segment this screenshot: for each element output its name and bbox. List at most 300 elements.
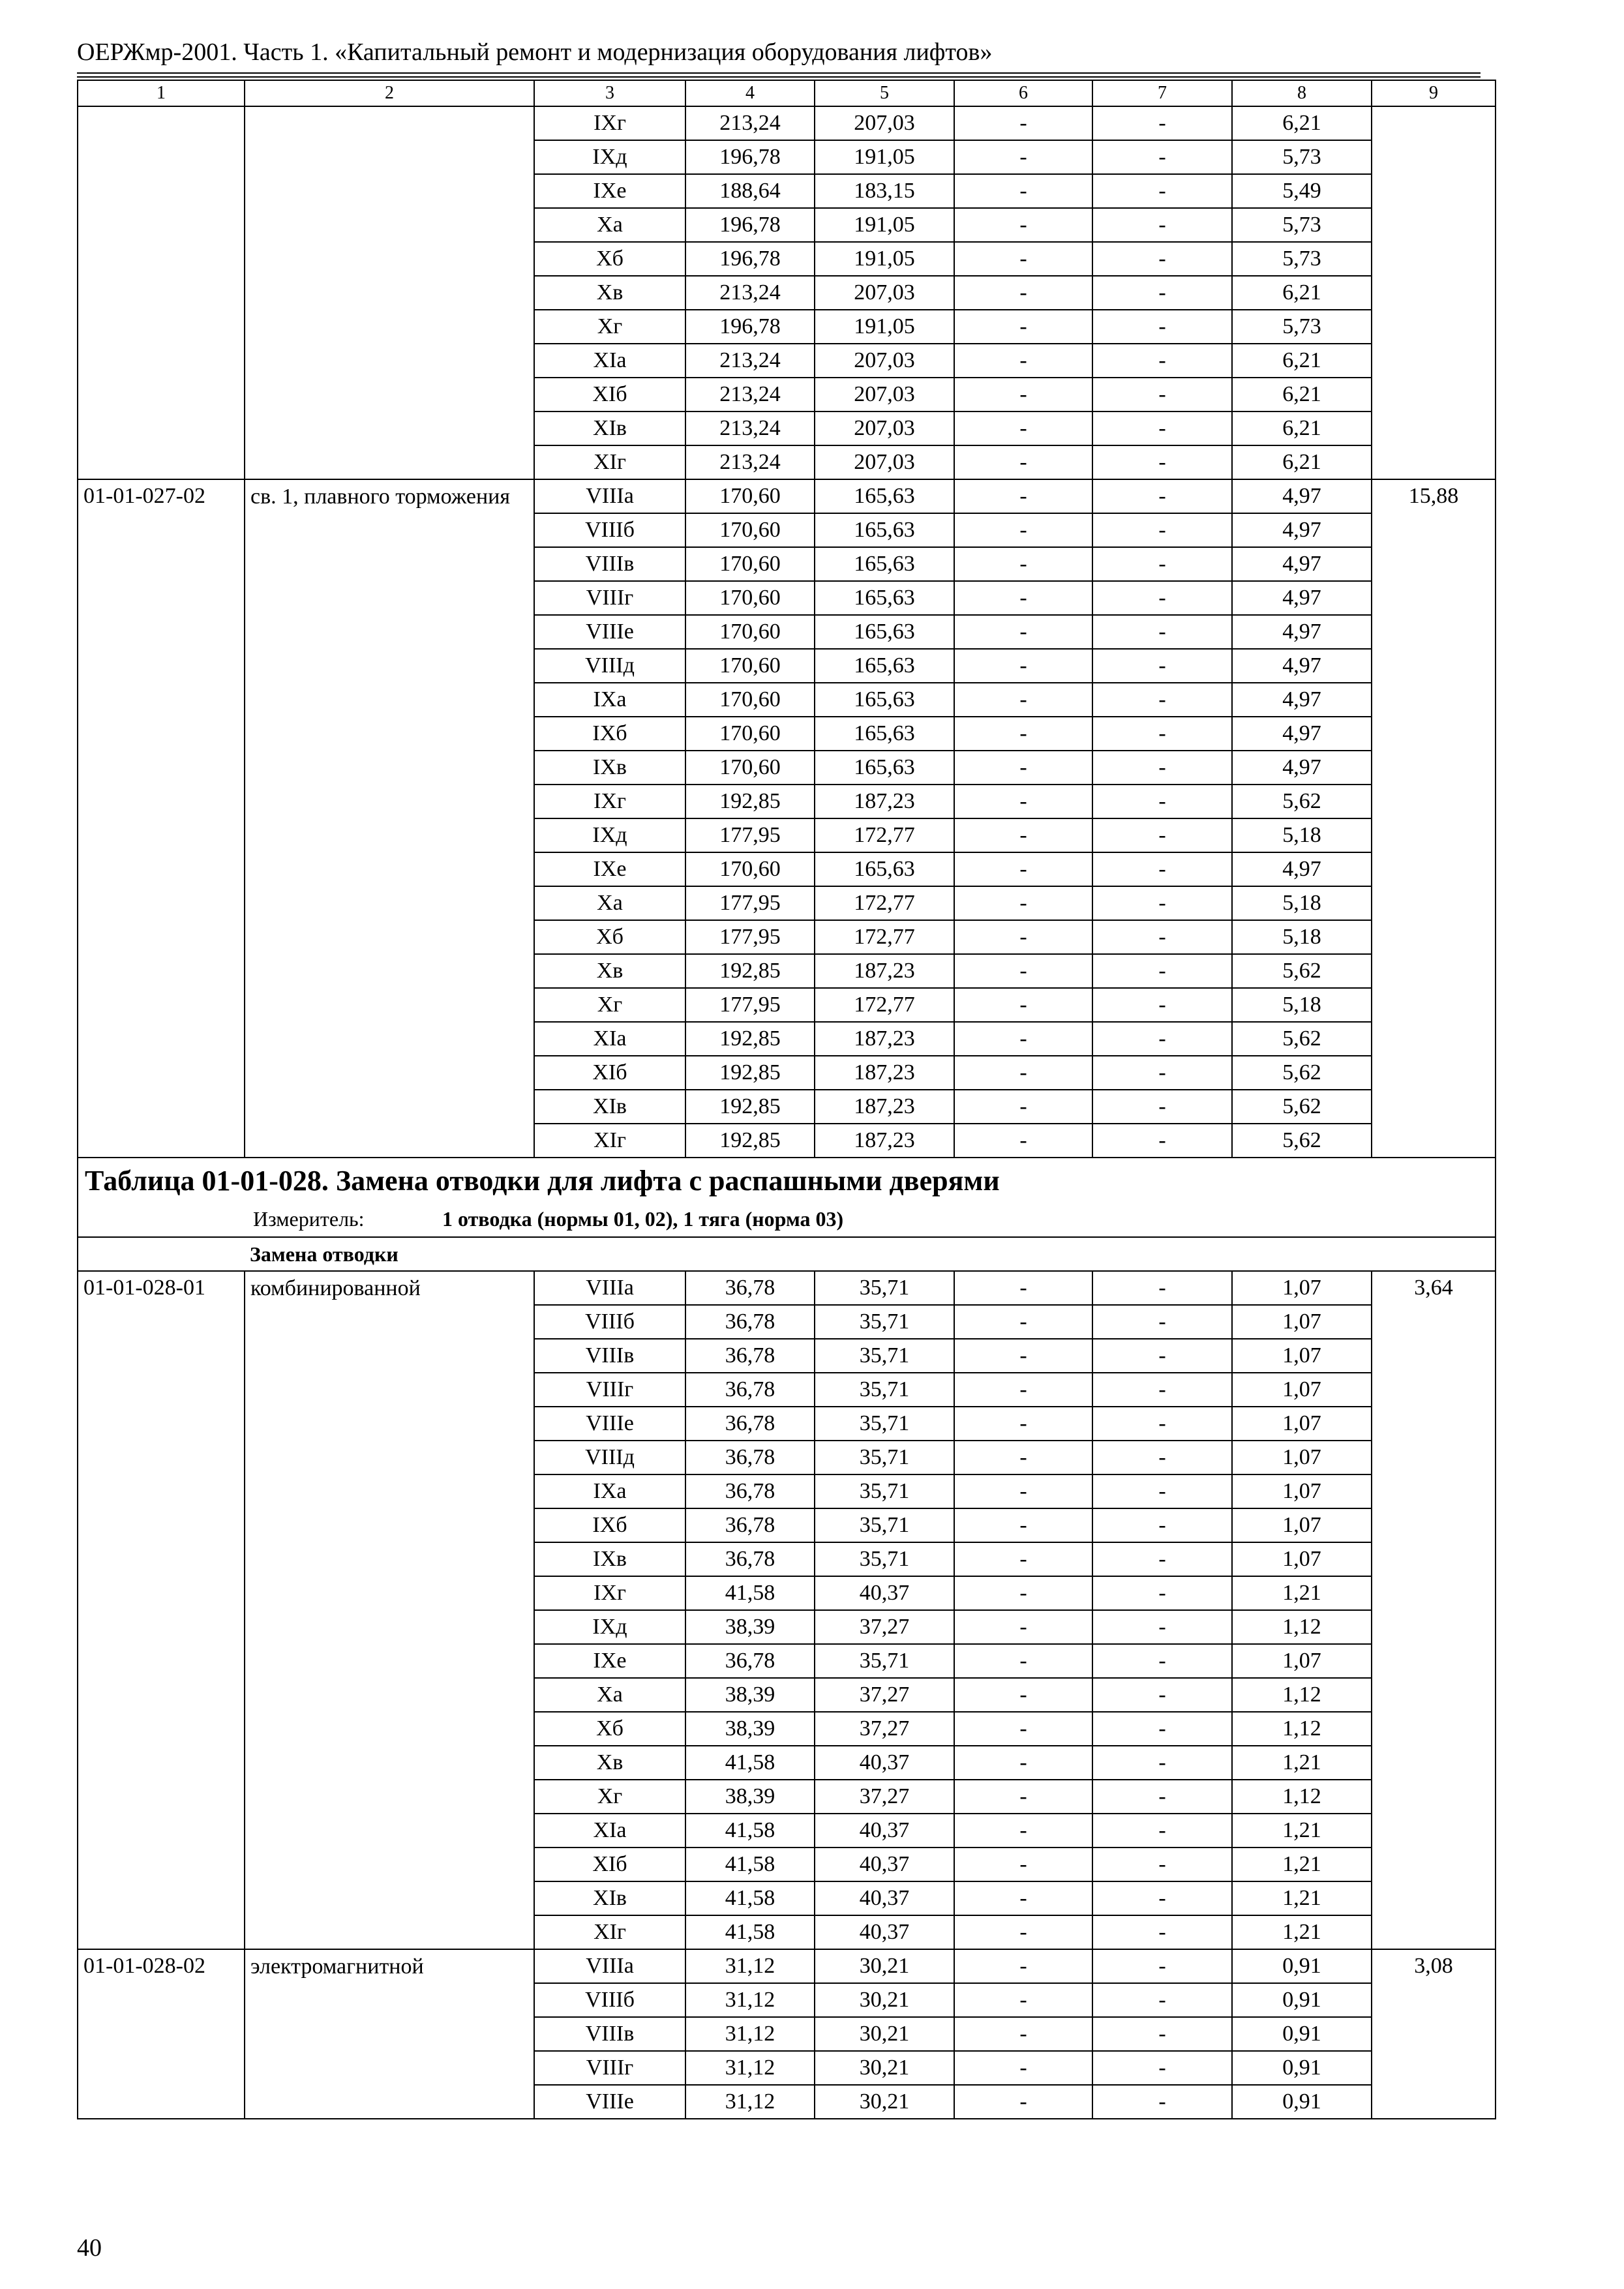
machinist-wage-cell: - xyxy=(1092,1508,1232,1542)
machine-cell: - xyxy=(954,140,1092,174)
materials-cell: 1,07 xyxy=(1232,1339,1372,1373)
machine-cell: - xyxy=(954,1373,1092,1407)
class-cell: Xб xyxy=(534,1712,685,1746)
wage-cell: 187,23 xyxy=(815,1124,954,1158)
machine-cell: - xyxy=(954,411,1092,445)
class-cell: Xа xyxy=(534,886,685,920)
wage-cell: 37,27 xyxy=(815,1610,954,1644)
total-cost-cell: 41,58 xyxy=(685,1814,815,1848)
wage-cell: 207,03 xyxy=(815,445,954,479)
materials-cell: 4,97 xyxy=(1232,852,1372,886)
materials-cell: 5,18 xyxy=(1232,920,1372,954)
machine-cell: - xyxy=(954,852,1092,886)
machine-cell: - xyxy=(954,615,1092,649)
machinist-wage-cell: - xyxy=(1092,2085,1232,2119)
materials-cell: 1,07 xyxy=(1232,1474,1372,1508)
machinist-wage-cell: - xyxy=(1092,1678,1232,1712)
wage-cell: 30,21 xyxy=(815,2051,954,2085)
machinist-wage-cell: - xyxy=(1092,1610,1232,1644)
machine-cell: - xyxy=(954,1644,1092,1678)
labor-cost-cell: 15,88 xyxy=(1372,479,1496,1158)
materials-cell: 5,62 xyxy=(1232,1124,1372,1158)
machinist-wage-cell: - xyxy=(1092,717,1232,751)
materials-cell: 0,91 xyxy=(1232,1983,1372,2017)
class-cell: IXг xyxy=(534,106,685,140)
wage-cell: 37,27 xyxy=(815,1780,954,1814)
machine-cell: - xyxy=(954,988,1092,1022)
materials-cell: 5,73 xyxy=(1232,242,1372,276)
machine-cell: - xyxy=(954,208,1092,242)
column-number: 1 xyxy=(78,80,245,106)
machine-cell: - xyxy=(954,276,1092,310)
machinist-wage-cell: - xyxy=(1092,954,1232,988)
total-cost-cell: 170,60 xyxy=(685,751,815,785)
total-cost-cell: 177,95 xyxy=(685,818,815,852)
column-number: 4 xyxy=(685,80,815,106)
work-name-cell xyxy=(245,106,534,479)
total-cost-cell: 31,12 xyxy=(685,2085,815,2119)
machine-cell: - xyxy=(954,242,1092,276)
wage-cell: 187,23 xyxy=(815,954,954,988)
total-cost-cell: 36,78 xyxy=(685,1407,815,1441)
wage-cell: 207,03 xyxy=(815,378,954,411)
machinist-wage-cell: - xyxy=(1092,683,1232,717)
total-cost-cell: 36,78 xyxy=(685,1644,815,1678)
materials-cell: 4,97 xyxy=(1232,581,1372,615)
machine-cell: - xyxy=(954,1576,1092,1610)
machinist-wage-cell: - xyxy=(1092,1949,1232,1983)
machinist-wage-cell: - xyxy=(1092,411,1232,445)
class-cell: Xа xyxy=(534,208,685,242)
materials-cell: 1,21 xyxy=(1232,1881,1372,1915)
class-cell: VIIIе xyxy=(534,615,685,649)
total-cost-cell: 31,12 xyxy=(685,2017,815,2051)
machinist-wage-cell: - xyxy=(1092,751,1232,785)
wage-cell: 165,63 xyxy=(815,751,954,785)
machine-cell: - xyxy=(954,1056,1092,1090)
machinist-wage-cell: - xyxy=(1092,513,1232,547)
machinist-wage-cell: - xyxy=(1092,1644,1232,1678)
column-number: 2 xyxy=(245,80,534,106)
total-cost-cell: 213,24 xyxy=(685,106,815,140)
machine-cell: - xyxy=(954,649,1092,683)
materials-cell: 4,97 xyxy=(1232,683,1372,717)
machinist-wage-cell: - xyxy=(1092,344,1232,378)
total-cost-cell: 41,58 xyxy=(685,1746,815,1780)
wage-cell: 165,63 xyxy=(815,852,954,886)
wage-cell: 40,37 xyxy=(815,1746,954,1780)
machine-cell: - xyxy=(954,818,1092,852)
class-cell: XIа xyxy=(534,344,685,378)
materials-cell: 1,07 xyxy=(1232,1508,1372,1542)
total-cost-cell: 38,39 xyxy=(685,1780,815,1814)
wage-cell: 35,71 xyxy=(815,1373,954,1407)
class-cell: IXд xyxy=(534,818,685,852)
total-cost-cell: 36,78 xyxy=(685,1305,815,1339)
machine-cell: - xyxy=(954,1814,1092,1848)
class-cell: IXе xyxy=(534,174,685,208)
machine-cell: - xyxy=(954,445,1092,479)
class-cell: IXе xyxy=(534,852,685,886)
total-cost-cell: 192,85 xyxy=(685,1022,815,1056)
machinist-wage-cell: - xyxy=(1092,1373,1232,1407)
wage-cell: 35,71 xyxy=(815,1271,954,1305)
work-name-cell: электромагнитной xyxy=(245,1949,534,2119)
total-cost-cell: 31,12 xyxy=(685,2051,815,2085)
class-cell: VIIIг xyxy=(534,2051,685,2085)
machine-cell: - xyxy=(954,1746,1092,1780)
wage-cell: 207,03 xyxy=(815,344,954,378)
machine-cell: - xyxy=(954,1090,1092,1124)
machine-cell: - xyxy=(954,785,1092,818)
machinist-wage-cell: - xyxy=(1092,1124,1232,1158)
class-cell: VIIIв xyxy=(534,2017,685,2051)
wage-cell: 207,03 xyxy=(815,411,954,445)
wage-cell: 191,05 xyxy=(815,242,954,276)
class-cell: VIIIа xyxy=(534,1271,685,1305)
class-cell: VIIIг xyxy=(534,581,685,615)
class-cell: VIIIа xyxy=(534,479,685,513)
class-cell: IXа xyxy=(534,683,685,717)
machine-cell: - xyxy=(954,1271,1092,1305)
machinist-wage-cell: - xyxy=(1092,2051,1232,2085)
machinist-wage-cell: - xyxy=(1092,1814,1232,1848)
machinist-wage-cell: - xyxy=(1092,378,1232,411)
total-cost-cell: 170,60 xyxy=(685,683,815,717)
materials-cell: 4,97 xyxy=(1232,717,1372,751)
machinist-wage-cell: - xyxy=(1092,1746,1232,1780)
section-row xyxy=(78,1237,1496,1271)
work-name-cell: св. 1, плавного торможения xyxy=(245,479,534,1158)
class-cell: VIIIб xyxy=(534,1983,685,2017)
machine-cell: - xyxy=(954,1780,1092,1814)
wage-cell: 30,21 xyxy=(815,2017,954,2051)
wage-cell: 35,71 xyxy=(815,1339,954,1373)
machinist-wage-cell: - xyxy=(1092,1915,1232,1949)
machine-cell: - xyxy=(954,1983,1092,2017)
wage-cell: 187,23 xyxy=(815,785,954,818)
machinist-wage-cell: - xyxy=(1092,988,1232,1022)
machine-cell: - xyxy=(954,1474,1092,1508)
class-cell: IXг xyxy=(534,785,685,818)
wage-cell: 172,77 xyxy=(815,818,954,852)
column-number: 6 xyxy=(954,80,1092,106)
wage-cell: 207,03 xyxy=(815,106,954,140)
class-cell: XIв xyxy=(534,411,685,445)
header-rule xyxy=(77,76,1481,78)
machine-cell: - xyxy=(954,547,1092,581)
total-cost-cell: 170,60 xyxy=(685,649,815,683)
materials-cell: 1,12 xyxy=(1232,1712,1372,1746)
materials-cell: 4,97 xyxy=(1232,547,1372,581)
materials-cell: 6,21 xyxy=(1232,344,1372,378)
machine-cell: - xyxy=(954,344,1092,378)
wage-cell: 40,37 xyxy=(815,1576,954,1610)
wage-cell: 30,21 xyxy=(815,2085,954,2119)
machine-cell: - xyxy=(954,479,1092,513)
machine-cell: - xyxy=(954,920,1092,954)
wage-cell: 172,77 xyxy=(815,988,954,1022)
machine-cell: - xyxy=(954,1441,1092,1474)
machinist-wage-cell: - xyxy=(1092,1780,1232,1814)
wage-cell: 172,77 xyxy=(815,886,954,920)
materials-cell: 1,21 xyxy=(1232,1848,1372,1881)
wage-cell: 40,37 xyxy=(815,1848,954,1881)
machinist-wage-cell: - xyxy=(1092,886,1232,920)
total-cost-cell: 31,12 xyxy=(685,1949,815,1983)
column-number-row xyxy=(78,80,1496,106)
total-cost-cell: 192,85 xyxy=(685,1090,815,1124)
materials-cell: 1,21 xyxy=(1232,1576,1372,1610)
total-cost-cell: 36,78 xyxy=(685,1474,815,1508)
total-cost-cell: 41,58 xyxy=(685,1881,815,1915)
machinist-wage-cell: - xyxy=(1092,615,1232,649)
table-row xyxy=(78,479,1496,513)
wage-cell: 165,63 xyxy=(815,683,954,717)
machinist-wage-cell: - xyxy=(1092,649,1232,683)
machinist-wage-cell: - xyxy=(1092,1022,1232,1056)
class-cell: XIб xyxy=(534,1056,685,1090)
machinist-wage-cell: - xyxy=(1092,581,1232,615)
total-cost-cell: 41,58 xyxy=(685,1848,815,1881)
total-cost-cell: 196,78 xyxy=(685,242,815,276)
class-cell: VIIIв xyxy=(534,1339,685,1373)
machine-cell: - xyxy=(954,1915,1092,1949)
norm-code-cell: 01-01-028-02 xyxy=(78,1949,245,2119)
meter-cell xyxy=(78,1204,1496,1237)
work-name-cell: комбинированной xyxy=(245,1271,534,1949)
total-cost-cell: 38,39 xyxy=(685,1610,815,1644)
machine-cell: - xyxy=(954,2017,1092,2051)
machinist-wage-cell: - xyxy=(1092,920,1232,954)
wage-cell: 40,37 xyxy=(815,1881,954,1915)
total-cost-cell: 177,95 xyxy=(685,920,815,954)
class-cell: Xб xyxy=(534,920,685,954)
wage-cell: 37,27 xyxy=(815,1678,954,1712)
total-cost-cell: 192,85 xyxy=(685,785,815,818)
class-cell: Xа xyxy=(534,1678,685,1712)
machinist-wage-cell: - xyxy=(1092,445,1232,479)
materials-cell: 4,97 xyxy=(1232,615,1372,649)
labor-cost-cell: 3,08 xyxy=(1372,1949,1496,2119)
materials-cell: 0,91 xyxy=(1232,2085,1372,2119)
class-cell: XIв xyxy=(534,1090,685,1124)
materials-cell: 5,62 xyxy=(1232,785,1372,818)
machine-cell: - xyxy=(954,513,1092,547)
wage-cell: 35,71 xyxy=(815,1542,954,1576)
materials-cell: 1,21 xyxy=(1232,1814,1372,1848)
materials-cell: 6,21 xyxy=(1232,106,1372,140)
machinist-wage-cell: - xyxy=(1092,785,1232,818)
machine-cell: - xyxy=(954,1305,1092,1339)
class-cell: XIг xyxy=(534,445,685,479)
wage-cell: 165,63 xyxy=(815,513,954,547)
wage-cell: 35,71 xyxy=(815,1441,954,1474)
total-cost-cell: 188,64 xyxy=(685,174,815,208)
wage-cell: 35,71 xyxy=(815,1407,954,1441)
machine-cell: - xyxy=(954,1339,1092,1373)
table-body xyxy=(78,80,1496,2119)
wage-cell: 187,23 xyxy=(815,1090,954,1124)
wage-cell: 35,71 xyxy=(815,1474,954,1508)
machinist-wage-cell: - xyxy=(1092,1056,1232,1090)
total-cost-cell: 192,85 xyxy=(685,1124,815,1158)
class-cell: Xв xyxy=(534,1746,685,1780)
total-cost-cell: 213,24 xyxy=(685,344,815,378)
materials-cell: 5,62 xyxy=(1232,1090,1372,1124)
labor-cost-cell xyxy=(1372,106,1496,479)
machine-cell: - xyxy=(954,954,1092,988)
machine-cell: - xyxy=(954,1949,1092,1983)
materials-cell: 4,97 xyxy=(1232,649,1372,683)
wage-cell: 191,05 xyxy=(815,208,954,242)
machine-cell: - xyxy=(954,1124,1092,1158)
class-cell: VIIIе xyxy=(534,1407,685,1441)
column-number: 7 xyxy=(1092,80,1232,106)
total-cost-cell: 170,60 xyxy=(685,479,815,513)
total-cost-cell: 177,95 xyxy=(685,988,815,1022)
wage-cell: 187,23 xyxy=(815,1022,954,1056)
norm-code-cell: 01-01-027-02 xyxy=(78,479,245,1158)
materials-cell: 5,73 xyxy=(1232,140,1372,174)
materials-cell: 6,21 xyxy=(1232,411,1372,445)
total-cost-cell: 177,95 xyxy=(685,886,815,920)
norms-table xyxy=(77,80,1496,2119)
class-cell: XIг xyxy=(534,1915,685,1949)
class-cell: IXб xyxy=(534,1508,685,1542)
column-number: 9 xyxy=(1372,80,1496,106)
class-cell: Xб xyxy=(534,242,685,276)
materials-cell: 5,62 xyxy=(1232,1056,1372,1090)
machinist-wage-cell: - xyxy=(1092,310,1232,344)
header-rule xyxy=(77,72,1481,74)
machinist-wage-cell: - xyxy=(1092,1271,1232,1305)
class-cell: IXб xyxy=(534,717,685,751)
materials-cell: 5,73 xyxy=(1232,208,1372,242)
class-cell: VIIIб xyxy=(534,513,685,547)
materials-cell: 1,07 xyxy=(1232,1373,1372,1407)
class-cell: Xг xyxy=(534,988,685,1022)
wage-cell: 35,71 xyxy=(815,1305,954,1339)
class-cell: IXг xyxy=(534,1576,685,1610)
total-cost-cell: 36,78 xyxy=(685,1508,815,1542)
materials-cell: 5,18 xyxy=(1232,818,1372,852)
machinist-wage-cell: - xyxy=(1092,547,1232,581)
total-cost-cell: 38,39 xyxy=(685,1712,815,1746)
total-cost-cell: 170,60 xyxy=(685,717,815,751)
wage-cell: 165,63 xyxy=(815,717,954,751)
machinist-wage-cell: - xyxy=(1092,1881,1232,1915)
meter-value: 1 отводка (нормы 01, 02), 1 тяга (норма 03) xyxy=(442,1207,844,1231)
meter-label: Измеритель: xyxy=(253,1207,365,1231)
machinist-wage-cell: - xyxy=(1092,1542,1232,1576)
column-number: 3 xyxy=(534,80,685,106)
machine-cell: - xyxy=(954,106,1092,140)
machinist-wage-cell: - xyxy=(1092,1848,1232,1881)
class-cell: VIIIг xyxy=(534,1373,685,1407)
wage-cell: 40,37 xyxy=(815,1814,954,1848)
materials-cell: 1,07 xyxy=(1232,1305,1372,1339)
wage-cell: 172,77 xyxy=(815,920,954,954)
machinist-wage-cell: - xyxy=(1092,2017,1232,2051)
total-cost-cell: 196,78 xyxy=(685,140,815,174)
class-cell: Xв xyxy=(534,954,685,988)
materials-cell: 6,21 xyxy=(1232,276,1372,310)
total-cost-cell: 38,39 xyxy=(685,1678,815,1712)
labor-cost-cell: 3,64 xyxy=(1372,1271,1496,1949)
materials-cell: 1,12 xyxy=(1232,1780,1372,1814)
total-cost-cell: 36,78 xyxy=(685,1373,815,1407)
class-cell: VIIIб xyxy=(534,1305,685,1339)
machine-cell: - xyxy=(954,310,1092,344)
section-spacer xyxy=(78,1237,245,1271)
materials-cell: 5,62 xyxy=(1232,1022,1372,1056)
total-cost-cell: 170,60 xyxy=(685,852,815,886)
class-cell: VIIIа xyxy=(534,1949,685,1983)
total-cost-cell: 213,24 xyxy=(685,445,815,479)
total-cost-cell: 36,78 xyxy=(685,1542,815,1576)
machine-cell: - xyxy=(954,174,1092,208)
machine-cell: - xyxy=(954,683,1092,717)
total-cost-cell: 41,58 xyxy=(685,1915,815,1949)
machinist-wage-cell: - xyxy=(1092,1712,1232,1746)
machinist-wage-cell: - xyxy=(1092,479,1232,513)
materials-cell: 1,12 xyxy=(1232,1610,1372,1644)
machine-cell: - xyxy=(954,751,1092,785)
machinist-wage-cell: - xyxy=(1092,208,1232,242)
materials-cell: 5,62 xyxy=(1232,954,1372,988)
column-number: 8 xyxy=(1232,80,1372,106)
machinist-wage-cell: - xyxy=(1092,1474,1232,1508)
total-cost-cell: 36,78 xyxy=(685,1339,815,1373)
page-header: ОЕРЖмр-2001. Часть 1. «Капитальный ремонт и модернизация оборудования лифтов» xyxy=(77,38,993,66)
table-title-row xyxy=(78,1158,1496,1204)
materials-cell: 1,07 xyxy=(1232,1644,1372,1678)
materials-cell: 1,07 xyxy=(1232,1407,1372,1441)
materials-cell: 1,07 xyxy=(1232,1271,1372,1305)
machine-cell: - xyxy=(954,1712,1092,1746)
materials-cell: 0,91 xyxy=(1232,1949,1372,1983)
wage-cell: 40,37 xyxy=(815,1915,954,1949)
class-cell: Xг xyxy=(534,310,685,344)
class-cell: XIв xyxy=(534,1881,685,1915)
total-cost-cell: 213,24 xyxy=(685,276,815,310)
norm-code-cell: 01-01-028-01 xyxy=(78,1271,245,1949)
class-cell: VIIIв xyxy=(534,547,685,581)
class-cell: XIг xyxy=(534,1124,685,1158)
machinist-wage-cell: - xyxy=(1092,818,1232,852)
class-cell: IXд xyxy=(534,1610,685,1644)
wage-cell: 35,71 xyxy=(815,1644,954,1678)
wage-cell: 187,23 xyxy=(815,1056,954,1090)
machinist-wage-cell: - xyxy=(1092,242,1232,276)
machine-cell: - xyxy=(954,378,1092,411)
wage-cell: 207,03 xyxy=(815,276,954,310)
machinist-wage-cell: - xyxy=(1092,276,1232,310)
wage-cell: 37,27 xyxy=(815,1712,954,1746)
machinist-wage-cell: - xyxy=(1092,106,1232,140)
machinist-wage-cell: - xyxy=(1092,1441,1232,1474)
total-cost-cell: 36,78 xyxy=(685,1441,815,1474)
materials-cell: 5,73 xyxy=(1232,310,1372,344)
machine-cell: - xyxy=(954,886,1092,920)
class-cell: Xг xyxy=(534,1780,685,1814)
section-label: Замена отводки xyxy=(245,1237,1496,1271)
machinist-wage-cell: - xyxy=(1092,140,1232,174)
wage-cell: 191,05 xyxy=(815,140,954,174)
materials-cell: 1,21 xyxy=(1232,1915,1372,1949)
machinist-wage-cell: - xyxy=(1092,1305,1232,1339)
